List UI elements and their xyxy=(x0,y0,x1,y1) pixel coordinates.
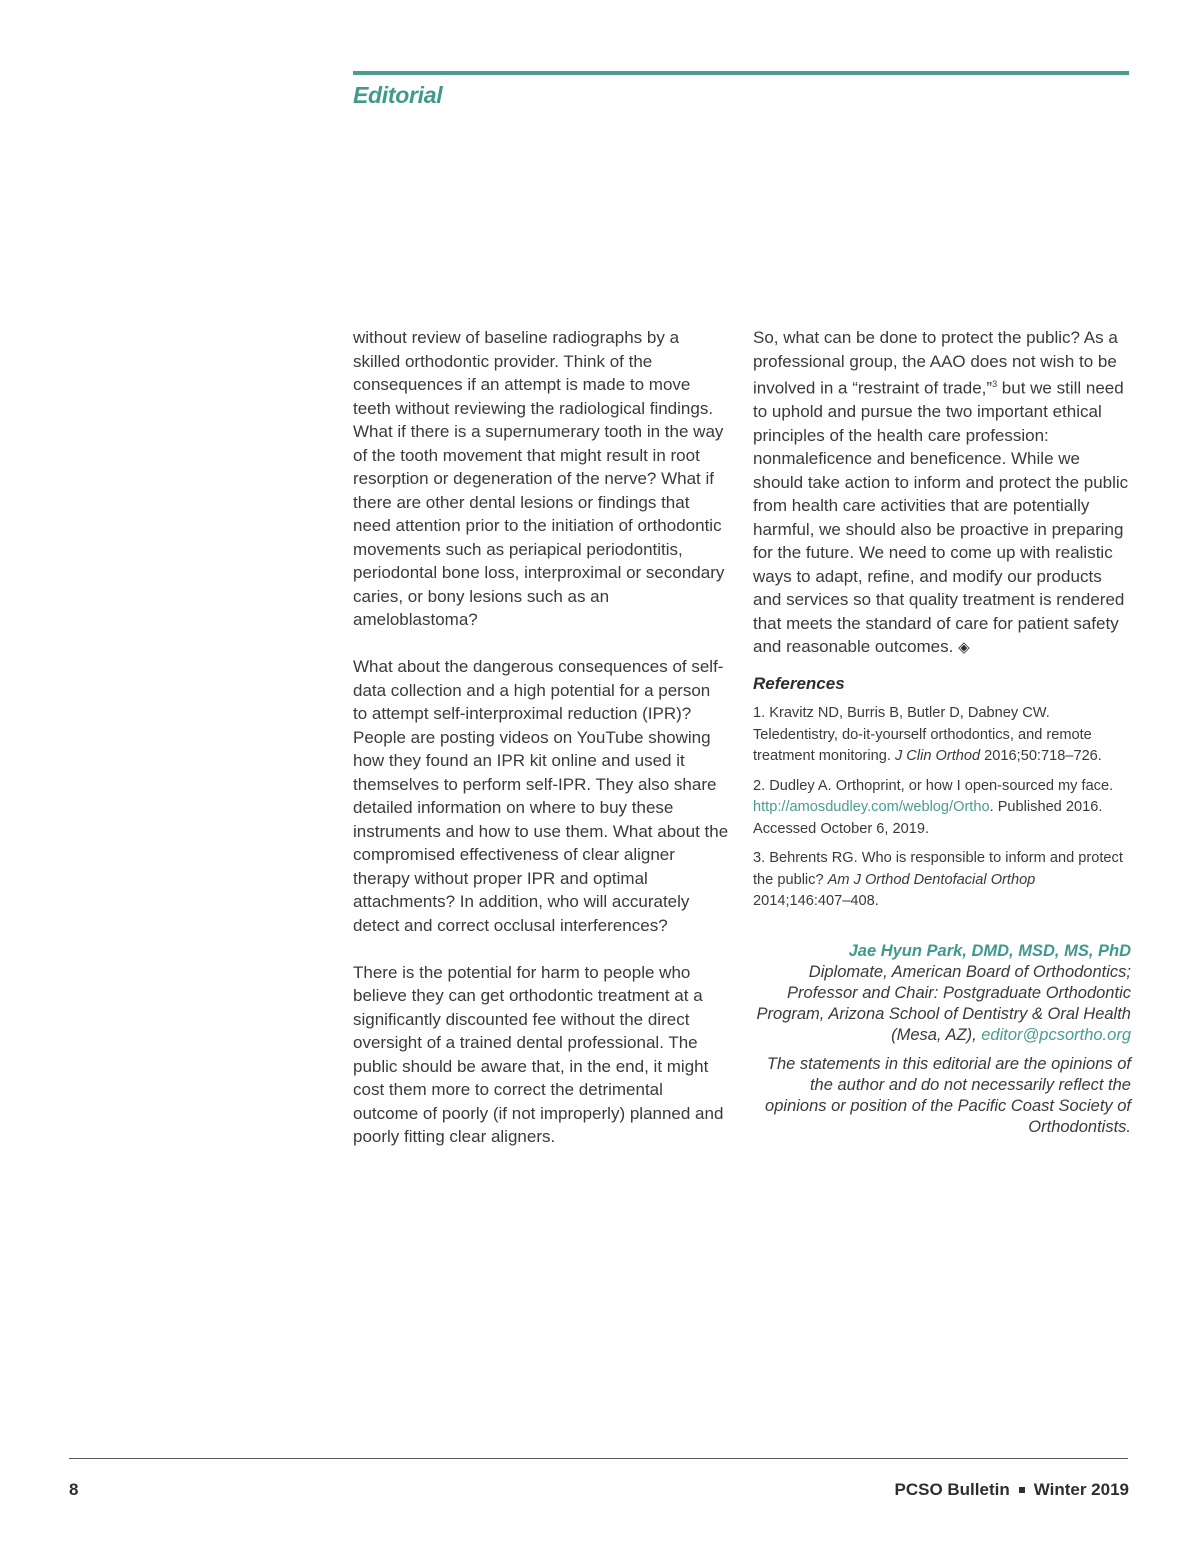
conclusion-paragraph xyxy=(753,326,1131,660)
reference-citation: . Published 2016. Accessed October 6, 2019. xyxy=(753,799,1103,837)
square-bullet-icon xyxy=(1019,1487,1025,1493)
section-title: Editorial xyxy=(353,82,443,108)
reference-item xyxy=(753,703,1131,768)
left-column xyxy=(353,326,729,1172)
footer-rule xyxy=(69,1458,1128,1459)
reference-text: 3. Behrents RG. Who is responsible to inform and protect the public? xyxy=(753,850,1123,888)
disclaimer: The statements in this editorial are the opinions of the author and do not necessarily reflect the opinions or position of the Pacific Coast Society of Orthodontists. xyxy=(765,1054,1131,1136)
issue-label: Winter 2019 xyxy=(1033,1480,1129,1499)
reference-text: 1. Kravitz ND, Burris B, Butler D, Dabney CW. Teledentistry, do-it-yourself orthodontics, and remote treatment monitoring. xyxy=(753,705,1092,765)
reference-item xyxy=(753,848,1131,913)
author-name: Jae Hyun Park, DMD, MSD, MS, PhD xyxy=(848,941,1131,960)
header-rule xyxy=(353,71,1129,75)
reference-journal: Am J Orthod Dentofacial Orthop xyxy=(827,871,1036,888)
author-affiliation xyxy=(753,962,1131,1046)
conclusion-text-2: but we still need to uphold and pursue the two important ethical principles of the health care profession: nonmaleficence and beneficence. While we should take action to inform and protect the public from health care activities that are potentially harmful, we should also be proactive in preparing for the future. We need to come up with realistic ways to adapt, refine, and modify our products and services so that quality treatment is rendered that meets the standard of care for patient safety and reasonable outcomes. xyxy=(753,378,1129,657)
right-column xyxy=(753,326,1131,1138)
page-number: 8 xyxy=(69,1480,79,1499)
body-paragraph: without review of baseline radiographs by a skilled orthodontic provider. Think of the consequences if an attempt is made to move teeth without reviewing the radiological findings. What if there is a supernumerary tooth in the way of the tooth movement that might result in root resorption or degeneration of the nerve? What if there are other dental lesions or findings that need attention prior to the initiation of orthodontic movements such as periapical periodontitis, periodontal bone loss, interproximal or secondary caries, or bony lesions such as an ameloblastoma? xyxy=(353,328,725,629)
body-paragraph: There is the potential for harm to people who believe they can get orthodontic treatment at a significantly discounted fee without the direct oversight of a trained dental professional. The public should be aware that, in the end, it might cost them more to correct the detrimental outcome of poorly (if not improperly) planned and poorly fitting clear aligners. xyxy=(353,962,724,1146)
reference-item xyxy=(753,776,1131,841)
conclusion-text-1: So, what can be done to protect the public? As a professional group, the AAO does not wish to be involved in a “restraint of trade,” xyxy=(753,328,1118,398)
footnote-ref-3: 3 xyxy=(992,379,998,389)
reference-citation: 2016;50:718–726. xyxy=(980,748,1102,765)
author-block xyxy=(753,941,1131,1046)
reference-citation: 2014;146:407–408. xyxy=(753,893,879,910)
references-heading: References xyxy=(753,673,845,693)
reference-journal: J Clin Orthod xyxy=(894,748,981,765)
reference-text: 2. Dudley A. Orthoprint, or how I open-sourced my face. xyxy=(753,777,1114,794)
footer-publication xyxy=(894,1480,1129,1500)
end-mark-icon: ◈ xyxy=(958,639,970,657)
publication-name: PCSO Bulletin xyxy=(894,1480,1010,1499)
affiliation-text: Diplomate, American Board of Orthodontics; Professor and Chair: Postgraduate Orthodontic Program, Arizona School of Dentistry & Oral Health (Mesa, AZ), xyxy=(756,962,1131,1044)
author-email-link[interactable]: editor@pcsortho.org xyxy=(981,1025,1131,1044)
reference-link[interactable]: http://amosdudley.com/weblog/Ortho xyxy=(753,799,990,816)
body-paragraph: What about the dangerous consequences of self-data collection and a high potential for a person to attempt self-interproximal reduction (IPR)? People are posting videos on YouTube showing how they found an IPR kit online and used it themselves to perform self-IPR. They also share detailed information on where to buy these instruments and how to use them. What about the compromised effectiveness of clear aligner therapy without proper IPR and optimal attachments? In addition, who will accurately detect and correct occlusal interferences? xyxy=(353,657,729,935)
